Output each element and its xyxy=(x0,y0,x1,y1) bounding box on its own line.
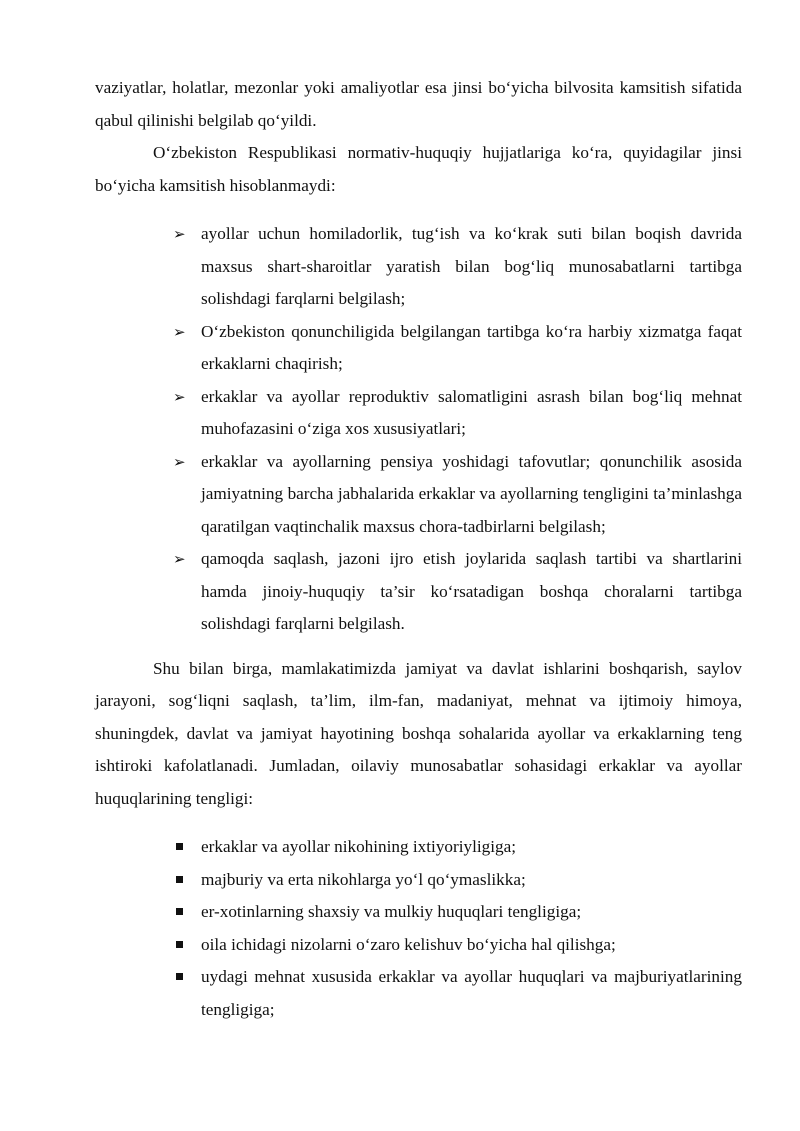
paragraph-not-discrimination-intro: O‘zbekiston Respublikasi normativ-huquqiy hujjatlariga ko‘ra, quyidagilar jinsi bo‘yicha kamsitish hisoblanmaydi: xyxy=(95,143,742,195)
arrow-bullet-icon: ➢ xyxy=(173,387,186,406)
list-item-text: ayollar uchun homiladorlik, tug‘ish va ko‘krak suti bilan boqish davrida maxsus shart-sharoitlar yaratish bilan bog‘liq munosabatlarni tartibga solishdagi farqlarni belgilash; xyxy=(201,224,742,308)
arrow-bullet-icon: ➢ xyxy=(173,452,186,471)
list-item-text: erkaklar va ayollar nikohining ixtiyoriyligiga; xyxy=(201,837,517,856)
square-bullet-icon xyxy=(176,941,183,948)
list-item xyxy=(95,381,742,446)
document-page xyxy=(95,72,742,1026)
list-item xyxy=(95,961,742,1026)
square-bullet-icon xyxy=(176,908,183,915)
arrow-bullet-icon: ➢ xyxy=(173,225,186,243)
list-item xyxy=(95,929,742,962)
list-item xyxy=(95,864,742,897)
list-item xyxy=(95,831,742,864)
list-item-text: oila ichidagi nizolarni o‘zaro kelishuv bo‘yicha hal qilishga; xyxy=(201,934,616,954)
list-item-text: O‘zbekiston qonunchiligida belgilangan tartibga ko‘ra harbiy xizmatga faqat erkaklarni chaqirish; xyxy=(201,321,742,373)
paragraph-equal-participation: Shu bilan birga, mamlakatimizda jamiyat va davlat ishlarini boshqarish, saylov jarayoni, sog‘liqni saqlash, ta’lim, ilm-fan, madaniyat, mehnat va ijtimoiy himoya, shuningdek, davlat va jamiyat hayotining boshqa sohalarida ayollar va erkaklarning teng ishtiroki kafolatlanadi. Jumladan, oilaviy munosabatlar sohasidagi erkaklar va ayollar huquqlarining tengligi: xyxy=(95,658,742,808)
square-bullet-icon xyxy=(176,843,183,850)
list-item-text: majburiy va erta nikohlarga yo‘l qo‘ymaslikka; xyxy=(201,869,526,889)
list-item xyxy=(95,316,742,381)
paragraph-intro-continuation: vaziyatlar, holatlar, mezonlar yoki amaliyotlar esa jinsi bo‘yicha bilvosita kamsitish sifatida qabul qilinishi belgilab qo‘yildi. xyxy=(95,78,742,130)
list-item-text: erkaklar va ayollarning pensiya yoshidagi tafovutlar; qonunchilik asosida jamiyatning barcha jabhalarida erkaklar va ayollarning tengligini ta’minlashga qaratilgan vaqtinchalik maxsus chora-tadbirlarni belgilash; xyxy=(201,451,742,536)
list-item-text: qamoqda saqlash, jazoni ijro etish joylarida saqlash tartibi va shartlarini hamda jinoiy-huquqiy ta’sir ko‘rsatadigan boshqa choralarni tartibga solishdagi farqlarni belgilash. xyxy=(201,549,742,633)
arrow-bullet-list xyxy=(95,218,742,641)
square-bullet-list xyxy=(95,831,742,1026)
arrow-bullet-icon: ➢ xyxy=(173,550,186,568)
square-bullet-icon xyxy=(176,876,183,883)
list-item xyxy=(95,218,742,316)
list-item xyxy=(95,446,742,544)
list-item xyxy=(95,543,742,641)
square-bullet-icon xyxy=(176,973,183,980)
list-item-text: erkaklar va ayollar reproduktiv salomatligini asrash bilan bog‘liq mehnat muhofazasini o‘ziga xos xususiyatlari; xyxy=(201,386,742,438)
arrow-bullet-icon: ➢ xyxy=(173,322,186,341)
list-item-text: er-xotinlarning shaxsiy va mulkiy huquqlari tengligiga; xyxy=(201,902,582,921)
list-item xyxy=(95,896,742,929)
list-item-text: uydagi mehnat xususida erkaklar va ayollar huquqlari va majburiyatlarining tengligiga; xyxy=(201,967,742,1019)
